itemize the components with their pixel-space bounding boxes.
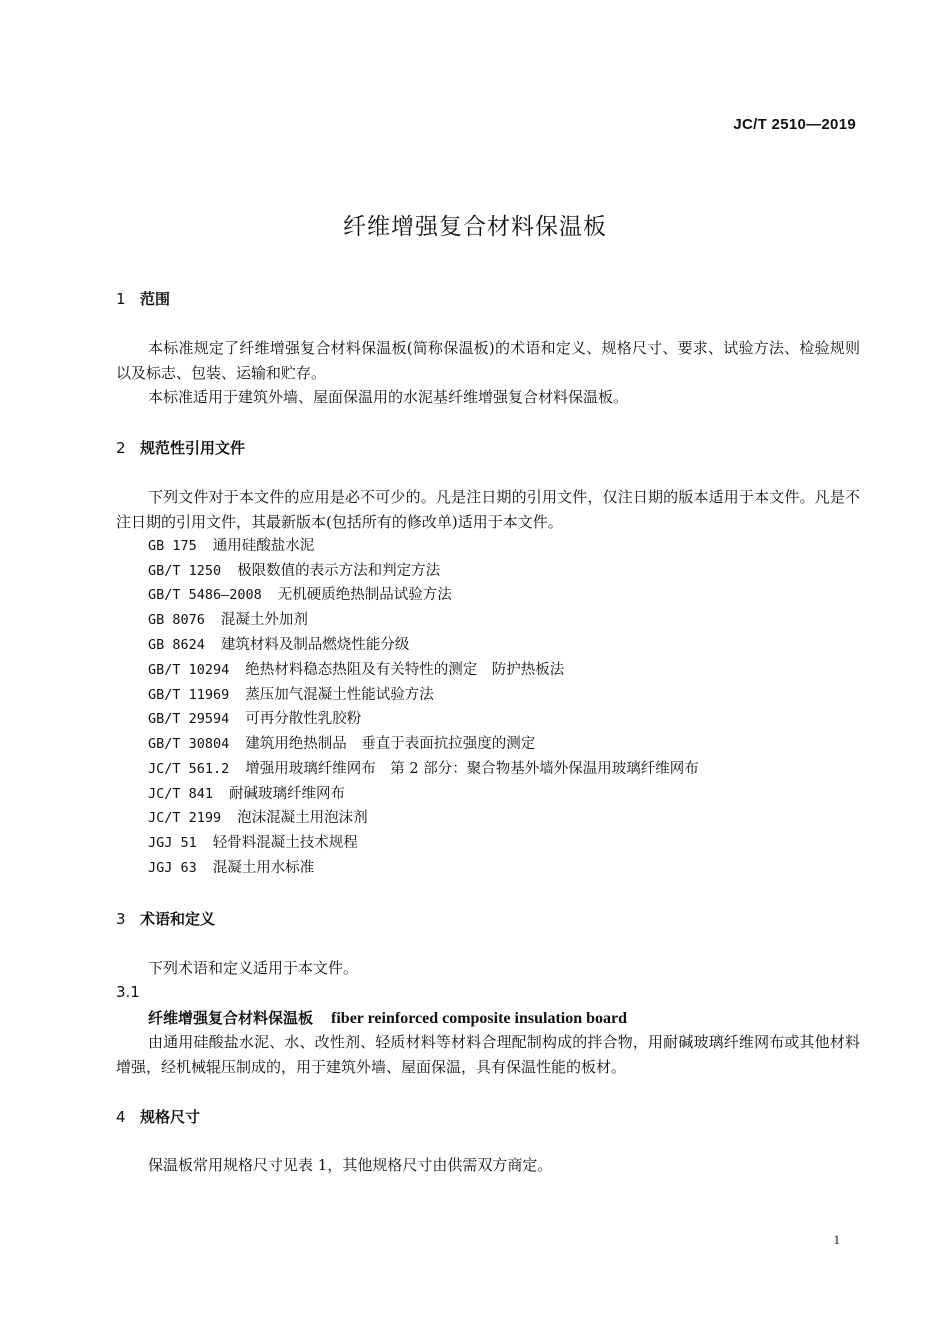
reference-item <box>148 685 434 705</box>
reference-item <box>148 759 699 779</box>
reference-item <box>148 610 308 630</box>
reference-code: JGJ 63 <box>148 860 197 876</box>
reference-code: GB 175 <box>148 538 197 554</box>
standard-code: JC/T 2510—2019 <box>733 116 856 133</box>
section-2-heading <box>116 437 245 458</box>
reference-title: 混凝土外加剂 <box>220 612 308 628</box>
reference-code: GB 8076 <box>148 612 205 628</box>
term-chinese: 纤维增强复合材料保温板 <box>148 1009 314 1027</box>
subclause-number: 3.1 <box>116 983 140 1001</box>
reference-item <box>148 660 564 680</box>
paragraph: 本标准适用于建筑外墙、屋面保温用的水泥基纤维增强复合材料保温板。 <box>148 388 629 406</box>
section-title: 范围 <box>140 290 171 308</box>
reference-item <box>148 536 314 556</box>
page-number: 1 <box>833 1232 840 1247</box>
reference-code: GB/T 30804 <box>148 736 230 752</box>
section-title: 规范性引用文件 <box>140 439 246 457</box>
reference-item <box>148 561 440 581</box>
section-4-heading <box>116 1106 200 1127</box>
reference-item <box>148 833 358 853</box>
reference-title: 蒸压加气混凝土性能试验方法 <box>245 687 434 703</box>
reference-code: GB/T 29594 <box>148 711 230 727</box>
document-title: 纤维增强复合材料保温板 <box>343 214 607 240</box>
reference-title: 通用硅酸盐水泥 <box>212 538 315 554</box>
reference-code: GB/T 11969 <box>148 687 230 703</box>
reference-title: 泡沫混凝土用泡沫剂 <box>237 810 368 826</box>
reference-code: JC/T 841 <box>148 786 214 802</box>
paragraph: 保温板常用规格尺寸见表 1，其他规格尺寸由供需双方商定。 <box>148 1156 553 1174</box>
section-number: 1 <box>116 290 126 308</box>
reference-code: GB/T 5486—2008 <box>148 587 262 603</box>
paragraph: 下列文件对于本文件的应用是必不可少的。凡是注日期的引用文件，仅注日期的版本适用于本文件。凡是不注日期的引用文件，其最新版本(包括所有的修改单)适用于本文件。 <box>116 488 860 531</box>
section-number: 4 <box>116 1108 126 1126</box>
reference-item <box>148 808 368 828</box>
reference-title: 轻骨料混凝土技术规程 <box>212 835 358 851</box>
term-definition: 由通用硅酸盐水泥、水、改性剂、轻质材料等材料合理配制构成的拌合物，用耐碱玻璃纤维网布或其他材料增强，经机械辊压制成的，用于建筑外墙、屋面保温，具有保温性能的板材。 <box>116 1033 860 1076</box>
reference-code: GB/T 10294 <box>148 662 230 678</box>
reference-code: GB 8624 <box>148 637 205 653</box>
reference-title: 建筑用绝热制品 垂直于表面抗拉强度的测定 <box>245 736 536 752</box>
reference-item <box>148 709 361 729</box>
term-entry <box>148 1007 627 1028</box>
reference-item <box>148 784 345 804</box>
reference-code: GB/T 1250 <box>148 563 222 579</box>
reference-title: 建筑材料及制品燃烧性能分级 <box>220 637 410 653</box>
reference-title: 无机硬质绝热制品试验方法 <box>277 587 452 603</box>
reference-item <box>148 635 409 655</box>
reference-code: JC/T 2199 <box>148 810 222 826</box>
reference-code: JGJ 51 <box>148 835 197 851</box>
paragraph: 本标准规定了纤维增强复合材料保温板(简称保温板)的术语和定义、规格尺寸、要求、试验方法、检验规则以及标志、包装、运输和贮存。 <box>116 339 860 382</box>
paragraph: 下列术语和定义适用于本文件。 <box>148 959 359 977</box>
reference-title: 绝热材料稳态热阻及有关特性的测定 防护热板法 <box>245 662 565 678</box>
section-number: 3 <box>116 910 126 928</box>
reference-title: 可再分散性乳胶粉 <box>245 711 362 727</box>
section-title: 规格尺寸 <box>140 1108 201 1126</box>
reference-title: 极限数值的表示方法和判定方法 <box>237 563 441 579</box>
section-number: 2 <box>116 439 126 457</box>
reference-title: 耐碱玻璃纤维网布 <box>229 786 346 802</box>
section-title: 术语和定义 <box>140 910 216 928</box>
term-english: fiber reinforced composite insulation board <box>331 1010 628 1027</box>
reference-item <box>148 734 535 754</box>
reference-item <box>148 585 452 605</box>
section-1-heading <box>116 288 170 309</box>
reference-title: 混凝土用水标准 <box>212 860 315 876</box>
reference-item <box>148 858 314 878</box>
reference-code: JC/T 561.2 <box>148 761 230 777</box>
section-3-heading <box>116 908 215 929</box>
reference-title: 增强用玻璃纤维网布 第 2 部分：聚合物基外墙外保温用玻璃纤维网布 <box>245 761 699 777</box>
